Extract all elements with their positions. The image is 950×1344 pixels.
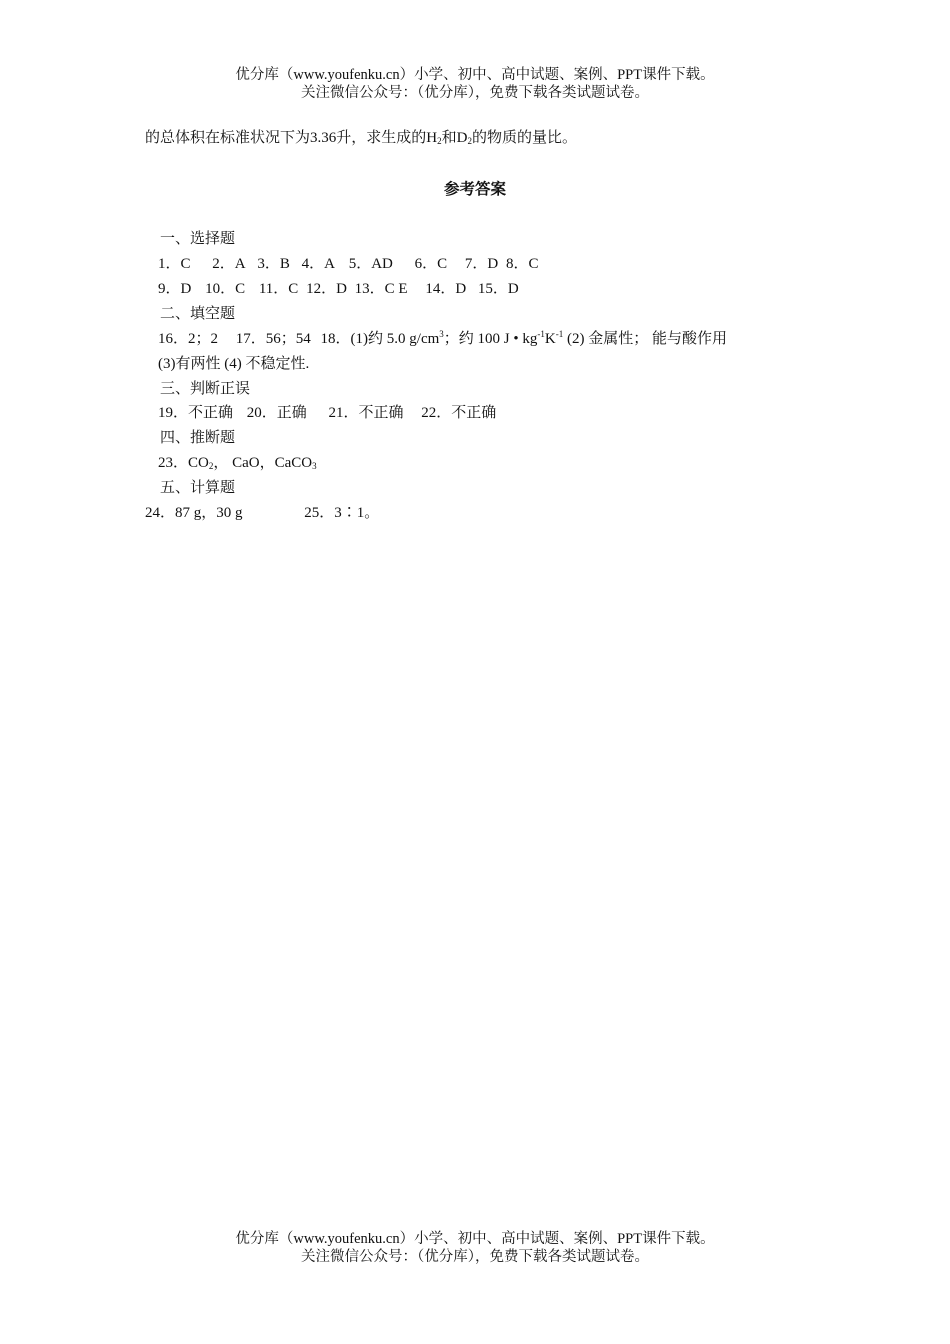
question-tail — [145, 126, 577, 147]
answer-item: 14．D — [425, 281, 467, 297]
d2-subscript: 2 — [467, 136, 472, 146]
question-text-b: 和D — [441, 130, 468, 146]
page-header — [0, 66, 950, 102]
answer-item: 11．C — [258, 281, 299, 297]
answer-item: 15．D — [477, 281, 519, 297]
answer-item: 10．C — [205, 281, 246, 297]
answer-item: 1．C — [158, 256, 191, 272]
h2-subscript: 2 — [437, 136, 442, 146]
fill-answers-line-2: (3)有两性 (4) 不稳定性. — [158, 356, 310, 372]
fill-answers-line-1 — [158, 327, 727, 348]
answer-item: 19．不正确 — [158, 405, 234, 421]
header-line-1: 优分库（www.youfenku.cn）小学、初中、高中试题、案例、PPT课件下载。 — [235, 67, 715, 83]
judge-answers-line — [158, 401, 496, 422]
answer-item: 18．(1)约 5.0 g/cm — [320, 331, 440, 347]
answer-item: 22．不正确 — [421, 405, 497, 421]
superscript: -1 — [555, 329, 564, 339]
section-heading-fill: 二、填空题 — [160, 306, 236, 322]
answer-item: ， CaO，CaCO — [213, 455, 313, 471]
choice-answers-line-1 — [158, 252, 539, 273]
choice-answers-line-2 — [158, 277, 519, 298]
answer-item: 23．CO — [158, 455, 209, 471]
answer-item: ；约 100 J • kg — [443, 331, 538, 347]
answer-item: 8．C — [506, 256, 539, 272]
answer-item: 24．87 g，30 g — [145, 505, 243, 521]
superscript: 3 — [439, 329, 444, 339]
answer-item: 9．D — [158, 281, 192, 297]
question-text-c: 的物质的量比。 — [471, 130, 577, 146]
answer-item: 2．A — [212, 256, 246, 272]
answer-item: 3．B — [257, 256, 290, 272]
answer-item: 13．C E — [354, 281, 408, 297]
superscript: -1 — [537, 329, 545, 339]
page-footer — [0, 1230, 950, 1266]
section-heading-judge: 三、判断正误 — [160, 381, 251, 397]
footer-line-2: 关注微信公众号：（优分库），免费下载各类试题试卷。 — [301, 1249, 649, 1265]
answer-item: 12．D — [306, 281, 347, 297]
footer-line-1: 优分库（www.youfenku.cn）小学、初中、高中试题、案例、PPT课件下载。 — [235, 1231, 715, 1247]
answer-item: 20．正确 — [246, 405, 307, 421]
subscript: 2 — [208, 461, 214, 471]
infer-answers-line — [158, 451, 317, 472]
answer-item: 16．2；2 — [158, 331, 219, 347]
section-heading-choice: 一、选择题 — [160, 231, 236, 247]
question-text-a: 的总体积在标准状况下为3.36升，求生成的H — [145, 130, 438, 146]
subscript: 3 — [312, 461, 317, 471]
section-heading-infer: 四、推断题 — [160, 430, 236, 446]
answer-item: 5．AD — [348, 256, 393, 272]
answer-item: 21．不正确 — [328, 405, 404, 421]
calc-answers-line — [145, 501, 379, 522]
answer-item: 4．A — [301, 256, 335, 272]
section-heading-calc: 五、计算题 — [160, 480, 236, 496]
header-line-2: 关注微信公众号：（优分库），免费下载各类试题试卷。 — [301, 85, 649, 101]
answer-item: 17．56；54 — [235, 331, 311, 347]
answer-item: (2) 金属性； 能与酸作用 — [563, 331, 727, 347]
answer-item: 6．C — [414, 256, 448, 272]
answer-item: K — [544, 331, 556, 347]
answers-title: 参考答案 — [443, 181, 506, 198]
answer-item: 25．3∶1。 — [304, 505, 380, 521]
answer-item: 7．D — [464, 256, 499, 272]
